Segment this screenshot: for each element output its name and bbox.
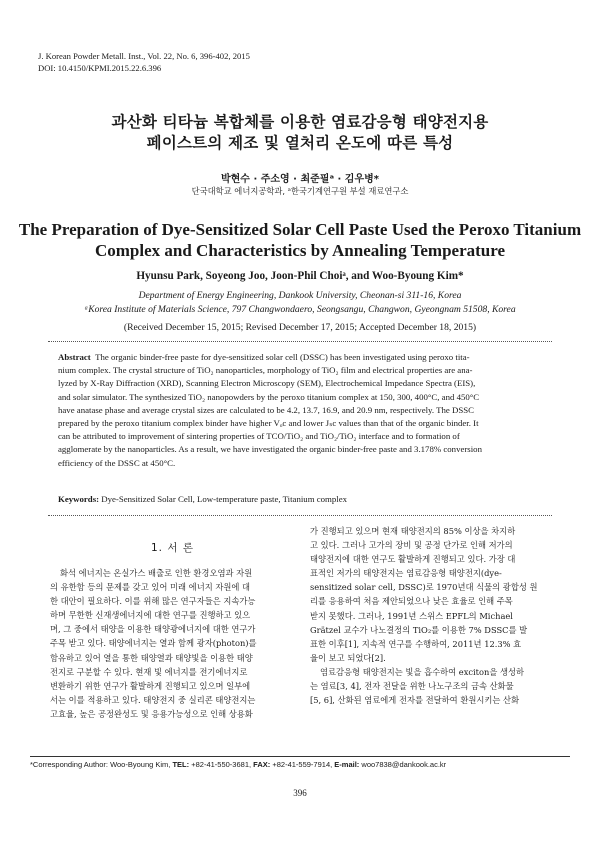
english-affiliation-1: Department of Energy Engineering, Dankook University, Cheonan-si 311-16, Korea bbox=[138, 290, 462, 301]
body-line: 받지 못했다. 그러나, 1991년 스위스 EPFL의 Michael bbox=[310, 610, 513, 621]
body-line: 의 유한함 등의 문제를 갖고 있어 미래 에너지 자원에 대 bbox=[50, 582, 251, 593]
keywords-label: Keywords: bbox=[58, 494, 100, 504]
abstract-line: and solar simulator. The synthesized TiO₂ nanopowders by the peroxo titanium complex at 150, 300, 400°C, and 450°C bbox=[58, 391, 480, 402]
body-line: 가 진행되고 있으며 현재 태양전지의 85% 이상을 차지하 bbox=[310, 526, 516, 536]
abstract-line: nium complex. The crystal structure of TiO₂ nanoparticles, morphology of TiO₂ film and electrical properties are ana- bbox=[58, 365, 473, 376]
received-dates: (Received December 15, 2015; Revised December 17, 2015; Accepted December 18, 2015) bbox=[123, 322, 477, 333]
body-line: 고효율, 높은 공정완성도 및 응용가능성으로 인해 상용화 bbox=[50, 708, 253, 719]
body-line: 화석 에너지는 온실가스 배출로 인한 환경오염과 자원 bbox=[60, 568, 253, 578]
english-title bbox=[0, 220, 600, 261]
body-line: 고 있다. 그러나 고가의 장비 및 공정 단가로 인해 저가의 bbox=[310, 540, 513, 551]
abstract-line: can be attributed to improvement of sintering properties of TCO/TiO₂ and TiO₂/TiO₂ interface and to formation of bbox=[58, 431, 460, 442]
body-line: 함유하고 있어 열을 통한 태양열과 태양빛을 이용한 태양 bbox=[50, 652, 253, 663]
footnote-rule bbox=[30, 756, 570, 757]
body-line: 변환하기 위한 연구가 활발하게 진행되고 있으며 일부에 bbox=[50, 680, 251, 691]
abstract bbox=[58, 351, 542, 470]
abstract-line: prepared by the peroxo titanium complex binder have higher Vₒc and lower Jₛc values than that of the organic binder. It bbox=[58, 418, 479, 429]
keywords bbox=[58, 494, 542, 504]
left-column bbox=[50, 566, 295, 721]
korean-title-line2: 페이스트의 제조 및 열처리 온도에 따른 특성 bbox=[146, 134, 454, 152]
korean-authors: 박현수 · 주소영 · 최준필ᵃ · 김우병* bbox=[220, 174, 379, 185]
body-line: Grätzel 교수가 나노결정의 TiO₂를 이용한 7% DSSC를 발 bbox=[310, 624, 528, 635]
body-line: 며, 그 중에서 태양을 이용한 태양광에너지에 대한 연구가 bbox=[50, 624, 256, 635]
body-line: 서는 이를 적용하고 있다. 태양전지 중 실리콘 태양전지는 bbox=[50, 694, 256, 705]
abstract-label: Abstract bbox=[58, 352, 91, 362]
journal-citation: J. Korean Powder Metall. Inst., Vol. 22, No. 6, 396-402, 2015 bbox=[38, 51, 250, 61]
body-line: [5, 6], 산화된 염료에게 전자를 전달하여 환원시키는 산화 bbox=[310, 695, 520, 706]
abstract-line: agglomerate by the nanoparticles. As a result, we have investigated the organic binder-free paste and 3.178% conversion bbox=[58, 444, 482, 455]
english-authors: Hyunsu Park, Soyeong Joo, Joon-Phil Choiᵃ, and Woo-Byoung Kim* bbox=[136, 270, 464, 282]
abstract-bottom-divider bbox=[48, 515, 552, 516]
body-line: 태양전지에 대한 연구도 활발하게 진행되고 있다. 가장 대 bbox=[310, 554, 516, 565]
body-line: 주목 받고 있다. 태양에너지는 열과 함께 광자(photon)를 bbox=[50, 638, 257, 649]
english-title-line2: Complex and Characteristics by Annealing Temperature bbox=[94, 240, 506, 260]
keywords-text: Dye-Sensitized Solar Cell, Low-temperature paste, Titanium complex bbox=[101, 494, 348, 504]
body-line: 는 염료[3, 4], 전자 전달을 위한 나노구조의 금속 산화물 bbox=[310, 681, 514, 692]
journal-doi: DOI: 10.4150/KPMI.2015.22.6.396 bbox=[38, 63, 162, 73]
body-line: 염료감응형 태양전지는 빛을 흡수하여 exciton을 생성하 bbox=[320, 666, 525, 677]
body-line: 전지로 구분할 수 있다. 현재 빛 에너지를 전기에너지로 bbox=[50, 666, 248, 677]
abstract-line: Abstract The organic binder-free paste for dye-sensitized solar cell (DSSC) has been investigated using peroxo tita- bbox=[58, 352, 470, 362]
body-line: 율이 보고 되었다[2]. bbox=[310, 652, 386, 663]
english-title-line1: The Preparation of Dye-Sensitized Solar Cell Paste Used the Peroxo Titanium bbox=[18, 220, 582, 239]
abstract-line: lyzed by X-Ray Diffraction (XRD), Scanning Electron Microscopy (SEM), Electrochemical Impedance Spectra (EIS), bbox=[58, 378, 476, 389]
section-heading: 1. 서 론 bbox=[151, 542, 194, 554]
corresponding-author-footnote: *Corresponding Author: Woo-Byoung Kim, TEL: +82-41-550-3681, FAX: +82-41-559-7914, E-mail: woo7838@dankook.ac.kr bbox=[30, 760, 447, 769]
email-link[interactable]: woo7838@dankook.ac.kr bbox=[361, 760, 447, 769]
body-line: sensitized solar cell, DSSC)로 1970년대 식물의 광합성 원 bbox=[310, 582, 538, 593]
page-number: 396 bbox=[293, 788, 307, 798]
korean-affiliation: 단국대학교 에너지공학과, ᵃ한국기계연구원 부설 재료연구소 bbox=[191, 186, 409, 196]
body-line: 하며 무한한 신재생에너지에 대한 연구를 진행하고 있으 bbox=[50, 610, 251, 621]
body-line: 리를 응용하여 처음 제안되었으나 낮은 효율로 인해 주목 bbox=[310, 596, 513, 607]
body-line: 표적인 저가의 태양전지는 염료감응형 태양전지(dye- bbox=[310, 568, 502, 579]
body-line: 표한 이후[1], 지속적 연구를 수행하여, 2011년 12.3% 효 bbox=[310, 638, 522, 649]
abstract-line: efficiency of the DSSC at 450°C. bbox=[58, 457, 176, 468]
right-column bbox=[310, 524, 555, 707]
journal-header bbox=[38, 50, 250, 74]
abstract-top-divider bbox=[48, 341, 552, 342]
korean-title-line1: 과산화 티타늄 복합체를 이용한 염료감응형 태양전지용 bbox=[111, 113, 489, 131]
english-affiliation-2: ᵃKorea Institute of Materials Science, 797 Changwondaero, Seongsangu, Changwon, Gyeongnam 51508, Korea bbox=[84, 304, 516, 315]
abstract-line: have anatase phase and average crystal sizes are calculated to be 4.2, 13.7, 16.9, and 20.9 nm, respectively. The DSSC bbox=[58, 404, 475, 415]
body-line: 한 대안이 필요하다. 이를 위해 많은 연구자들은 지속가능 bbox=[50, 596, 256, 607]
